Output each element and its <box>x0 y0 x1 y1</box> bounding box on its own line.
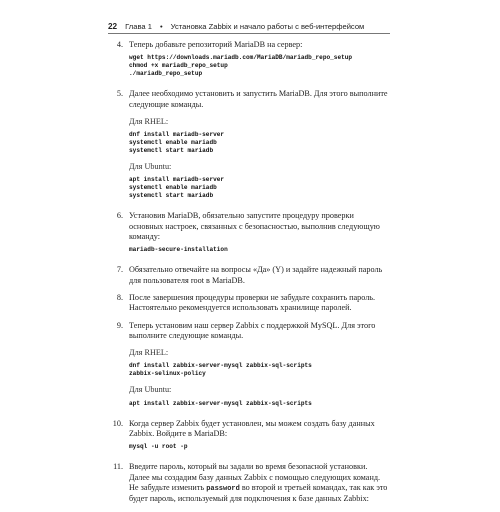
step-number: 10. <box>112 418 123 428</box>
page-content <box>108 40 390 512</box>
rhel-label: Для RHEL: <box>129 348 169 358</box>
step-text: Установив MariaDB, обязательно запустите процедуру проверки основных настроек, связанных с безопасностью, выполнив следующую команду: <box>129 211 380 242</box>
step-number: 11. <box>113 462 123 472</box>
step-text <box>129 462 390 504</box>
step-text: Когда сервер Zabbix будет установлен, мы можем создать базу данных Zabbix. Войдите в MariaDB: <box>129 418 375 439</box>
step-text: Теперь добавьте репозиторий MariaDB на сервер: <box>129 40 303 49</box>
chapter-label: Глава 1 <box>125 22 152 31</box>
code-block: mysql -u root -p <box>129 443 188 451</box>
step-7 <box>108 265 390 289</box>
step-text-after: во второй и третьей командах, так как это будет пароль, используемый для подключения к базе данных Zabbix: <box>129 482 388 504</box>
step-number: 5. <box>116 89 123 99</box>
ubuntu-label: Для Ubuntu: <box>129 385 172 395</box>
step-text: Далее необходимо установить и запустить MariaDB. Для этого выполните следующие команды. <box>129 89 388 109</box>
step-6 <box>108 211 390 261</box>
step-number: 8. <box>116 292 123 302</box>
inline-code-password: password <box>206 484 240 493</box>
step-text: Теперь установим наш сервер Zabbix с поддержкой MySQL. Для этого выполните следующие команды. <box>129 320 376 340</box>
step-text-before: Введите пароль, который вы задали во время безопасной установки. Далее мы создадим базу данных Zabbix с помощью следующих команд. Не забудьте изменить <box>129 462 381 492</box>
step-text: После завершения процедуры проверки не забудьте сохранить пароль. Настоятельно рекомендуется использовать хранилище паролей. <box>129 292 376 313</box>
step-text: Обязательно отвечайте на вопросы «Да» (Y) и задайте надежный пароль для пользователя root в MariaDB. <box>129 265 383 285</box>
ubuntu-label: Для Ubuntu: <box>129 162 172 172</box>
step-8 <box>108 293 390 317</box>
step-11 <box>108 462 390 507</box>
code-block-rhel: dnf install zabbix-server-mysql zabbix-sql-scripts zabbix-selinux-policy <box>129 362 312 378</box>
chapter-title: Установка Zabbix и начало работы с веб-интерфейсом <box>170 22 365 31</box>
code-block-rhel: dnf install mariadb-server systemctl enable mariadb systemctl start mariadb <box>129 131 225 155</box>
step-number: 6. <box>116 211 123 221</box>
step-5 <box>108 89 390 207</box>
code-block: mariadb-secure-installation <box>129 246 228 254</box>
page-header <box>108 22 390 31</box>
code-block-ubuntu: apt install mariadb-server systemctl enable mariadb systemctl start mariadb <box>129 176 225 200</box>
step-10 <box>108 419 390 459</box>
step-number: 4. <box>116 40 123 49</box>
step-number: 9. <box>116 320 123 330</box>
step-number: 7. <box>116 265 123 275</box>
page-number: 22 <box>108 22 118 31</box>
code-block-ubuntu: apt install zabbix-server-mysql zabbix-sql-scripts <box>129 399 312 407</box>
header-bullet: • <box>159 22 163 31</box>
code-block: wget https://downloads.mariadb.com/MariaDB/mariadb_repo_setup chmod +x mariadb_repo_setup ./mariadb_repo_setup <box>129 54 353 78</box>
rhel-label: Для RHEL: <box>129 116 169 126</box>
step-4 <box>108 40 390 85</box>
step-9 <box>108 321 390 415</box>
header-rule <box>108 33 390 34</box>
